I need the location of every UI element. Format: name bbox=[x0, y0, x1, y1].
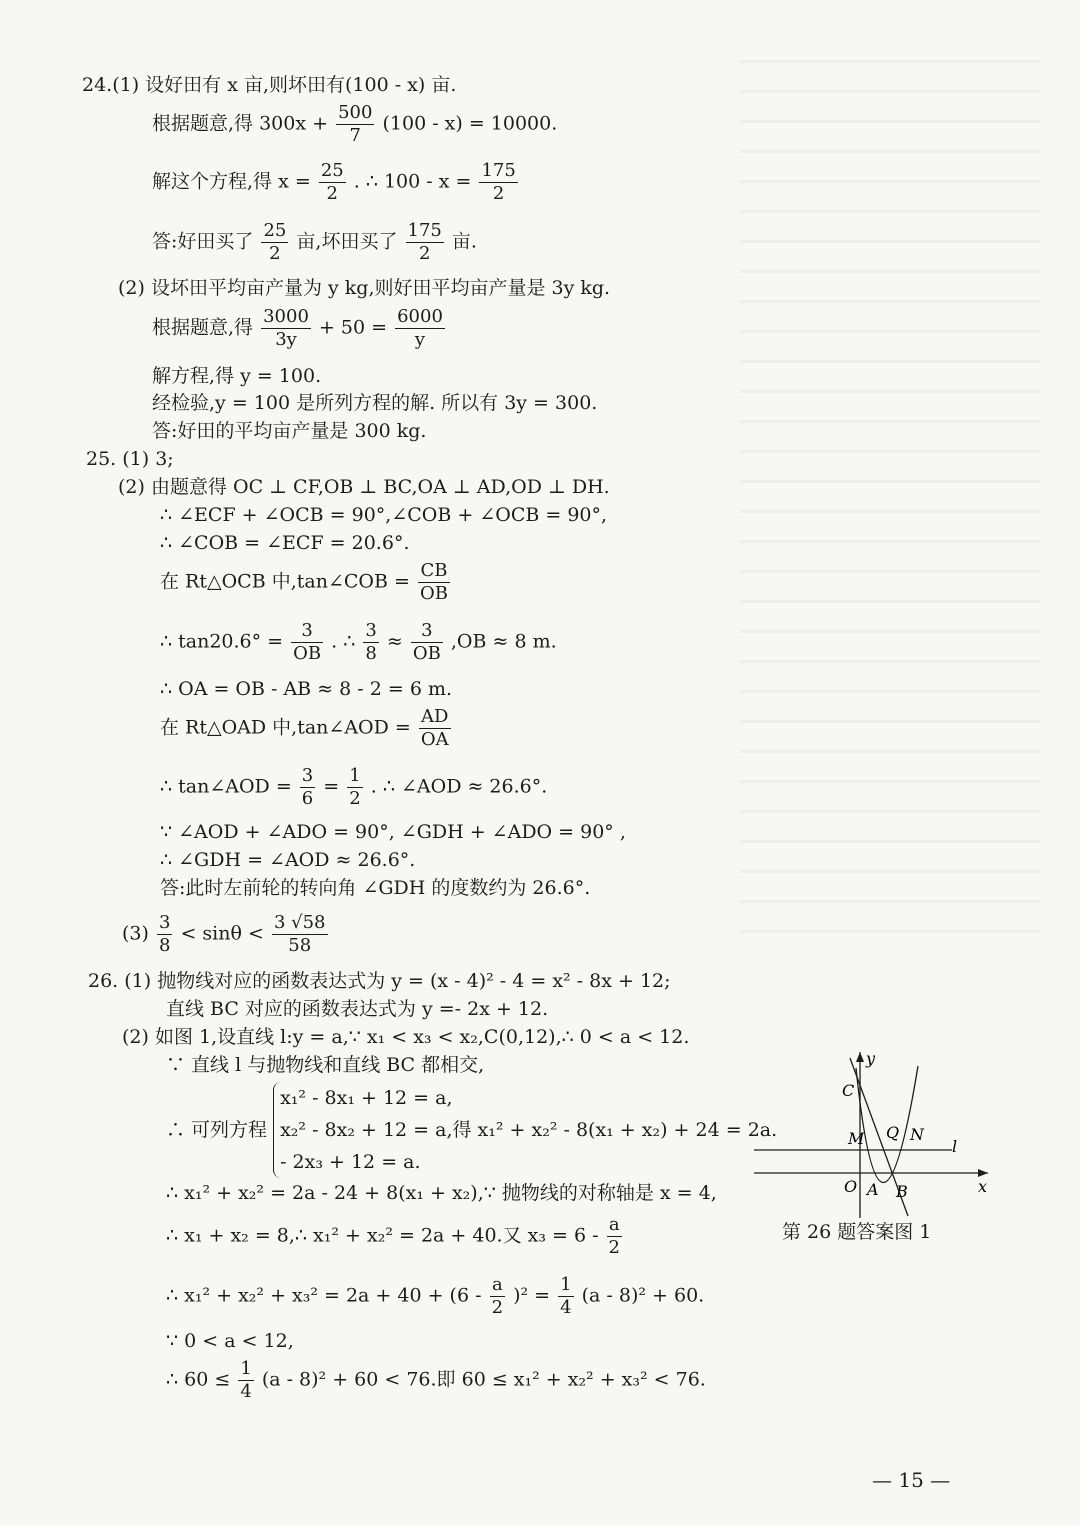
q25-part3: (3) $\frac{3}{8}$ < sinθ < $\frac{3 √58}{58}$ bbox=[122, 912, 326, 956]
q25-line7: ∴ OA = OB - AB ≈ 8 - 2 = 6 m. bbox=[160, 678, 453, 700]
q24-part2-line3: 解方程,得 y = 100. bbox=[152, 365, 322, 387]
q24-part2-line2: 根据题意,得 $\frac{3000}{3y}$ + 50 = $\frac{6000}{y}$ bbox=[152, 306, 443, 350]
bleed-through-background bbox=[740, 60, 1040, 940]
y-axis-arrow bbox=[856, 1052, 864, 1062]
q25-line6: ∴ tan20.6° = $\frac{3}{OB}$ . ∴ $\frac{3}{8}$ ≈ $\frac{3}{OB}$ ,OB ≈ 8 m. bbox=[160, 620, 557, 664]
q25-line4: ∴ ∠COB = ∠ECF = 20.6°. bbox=[160, 532, 410, 554]
q25-line8: 在 Rt△OAD 中,tan∠AOD = $\frac{AD}{OA}$ bbox=[160, 706, 449, 750]
q25-line9: ∴ tan∠AOD = $\frac{3}{6}$ = $\frac{1}{2}$ . ∴ ∠AOD ≈ 26.6°. bbox=[160, 765, 548, 809]
q25-line10: ∵ ∠AOD + ∠ADO = 90°, ∠GDH + ∠ADO = 90° , bbox=[160, 821, 626, 843]
fraction: $\frac{3000}{3y}$ bbox=[263, 306, 309, 350]
fraction: $\frac{a}{2}$ bbox=[608, 1214, 620, 1258]
label-o: O bbox=[844, 1177, 858, 1196]
fraction: $\frac{3}{OB}$ bbox=[293, 620, 322, 664]
fraction: $\frac{1}{4}$ bbox=[240, 1358, 252, 1402]
label-c: C bbox=[842, 1081, 855, 1100]
q25-line1: 25. (1) 3; bbox=[86, 448, 174, 470]
fraction: $\frac{CB}{OB}$ bbox=[419, 560, 448, 604]
q26-line4: ∵ 直线 l 与抛物线和直线 BC 都相交, bbox=[166, 1054, 485, 1076]
q26-line2: 直线 BC 对应的函数表达式为 y =- 2x + 12. bbox=[166, 998, 549, 1020]
figure-caption: 第 26 题答案图 1 bbox=[782, 1221, 932, 1243]
q26-line8: ∴ x₁² + x₂² + x₃² = 2a + 40 + (6 - $\frac{a}{2}$ )² = $\frac{1}{4}$ (a - 8)² + 60. bbox=[166, 1274, 705, 1318]
fraction: $\frac{175}{2}$ bbox=[407, 220, 442, 264]
q26-system: ∴ 可列方程 x₁² - 8x₁ + 12 = a, x₂² - 8x₂ + 12 = a,得 x₁² + x₂² - 8(x₁ + x₂) + 24 = 2a. - 2x₃ + 12 = a. bbox=[166, 1082, 777, 1178]
q25-line3: ∴ ∠ECF + ∠OCB = 90°,∠COB + ∠OCB = 90°, bbox=[160, 504, 608, 526]
q26-line1: 26. (1) 抛物线对应的函数表达式为 y = (x - 4)² - 4 = x² - 8x + 12; bbox=[88, 970, 671, 992]
fraction: $\frac{3}{6}$ bbox=[301, 765, 314, 809]
q26-line9: ∵ 0 < a < 12, bbox=[166, 1330, 294, 1352]
x-axis-arrow bbox=[978, 1169, 988, 1177]
q24-part2-line4: 经检验,y = 100 是所列方程的解. 所以有 3y = 300. bbox=[152, 392, 598, 414]
fraction: $\frac{1}{2}$ bbox=[349, 765, 361, 809]
q25-line5: 在 Rt△OCB 中,tan∠COB = $\frac{CB}{OB}$ bbox=[160, 560, 448, 604]
q25-answer: 答:此时左前轮的转向角 ∠GDH 的度数约为 26.6°. bbox=[160, 877, 591, 899]
label-a: A bbox=[867, 1180, 879, 1199]
q26-line6: ∴ x₁² + x₂² = 2a - 24 + 8(x₁ + x₂),∵ 抛物线的对称轴是 x = 4, bbox=[166, 1182, 717, 1204]
fraction: $\frac{6000}{y}$ bbox=[397, 306, 443, 350]
q24-part2-answer: 答:好田的平均亩产量是 300 kg. bbox=[152, 420, 427, 442]
fraction: $\frac{3}{8}$ bbox=[365, 620, 377, 664]
fraction: $\frac{25}{2}$ bbox=[263, 220, 287, 264]
fraction: $\frac{a}{2}$ bbox=[491, 1274, 504, 1318]
label-y: y bbox=[866, 1049, 876, 1068]
fraction: $\frac{25}{2}$ bbox=[320, 160, 344, 204]
equation-system-brace: x₁² - 8x₁ + 12 = a, x₂² - 8x₂ + 12 = a,得 x₁² + x₂² - 8(x₁ + x₂) + 24 = 2a. - 2x₃ + 12 = a. bbox=[273, 1082, 777, 1178]
label-l: l bbox=[952, 1137, 958, 1156]
fraction: $\frac{1}{4}$ bbox=[560, 1274, 572, 1318]
fraction: $\frac{500}{7}$ bbox=[338, 102, 373, 146]
q24-part1-line3: 解这个方程,得 x = $\frac{25}{2}$ . ∴ 100 - x = $\frac{175}{2}$ bbox=[152, 160, 516, 204]
fraction: $\frac{AD}{OA}$ bbox=[420, 706, 449, 750]
q26-line10: ∴ 60 ≤ $\frac{1}{4}$ (a - 8)² + 60 < 76.即 60 ≤ x₁² + x₂² + x₃² < 76. bbox=[166, 1358, 706, 1402]
fraction: $\frac{175}{2}$ bbox=[481, 160, 516, 204]
q26-line7: ∴ x₁ + x₂ = 8,∴ x₁² + x₂² = 2a + 40.又 x₃ = 6 - $\frac{a}{2}$ bbox=[166, 1214, 620, 1258]
q24-part1-answer: 答:好田买了 $\frac{25}{2}$ 亩,坏田买了 $\frac{175}{2}$ 亩. bbox=[152, 220, 477, 264]
q24-part2-line1: (2) 设坏田平均亩产量为 y kg,则好田平均亩产量是 3y kg. bbox=[118, 277, 611, 299]
label-b: B bbox=[896, 1182, 908, 1201]
q25-line2: (2) 由题意得 OC ⊥ CF,OB ⊥ BC,OA ⊥ AD,OD ⊥ DH. bbox=[118, 476, 610, 498]
label-m: M bbox=[848, 1129, 865, 1148]
q26-line3: (2) 如图 1,设直线 l:y = a,∵ x₁ < x₃ < x₂,C(0,12),∴ 0 < a < 12. bbox=[122, 1026, 690, 1048]
fraction: $\frac{3}{OB}$ bbox=[412, 620, 441, 664]
page-number: — 15 — bbox=[872, 1468, 951, 1492]
label-x: x bbox=[978, 1177, 988, 1196]
label-q: Q bbox=[886, 1123, 900, 1142]
fraction: $\frac{3}{8}$ bbox=[158, 912, 171, 956]
label-n: N bbox=[910, 1125, 924, 1144]
fraction: $\frac{3 √58}{58}$ bbox=[273, 912, 326, 956]
q24-part1-line1: 24.(1) 设好田有 x 亩,则坏田有(100 - x) 亩. bbox=[82, 74, 457, 96]
q24-part1-line2: 根据题意,得 300x + $\frac{500}{7}$ (100 - x) = 10000. bbox=[152, 102, 558, 146]
q25-line11: ∴ ∠GDH = ∠AOD ≈ 26.6°. bbox=[160, 849, 416, 871]
